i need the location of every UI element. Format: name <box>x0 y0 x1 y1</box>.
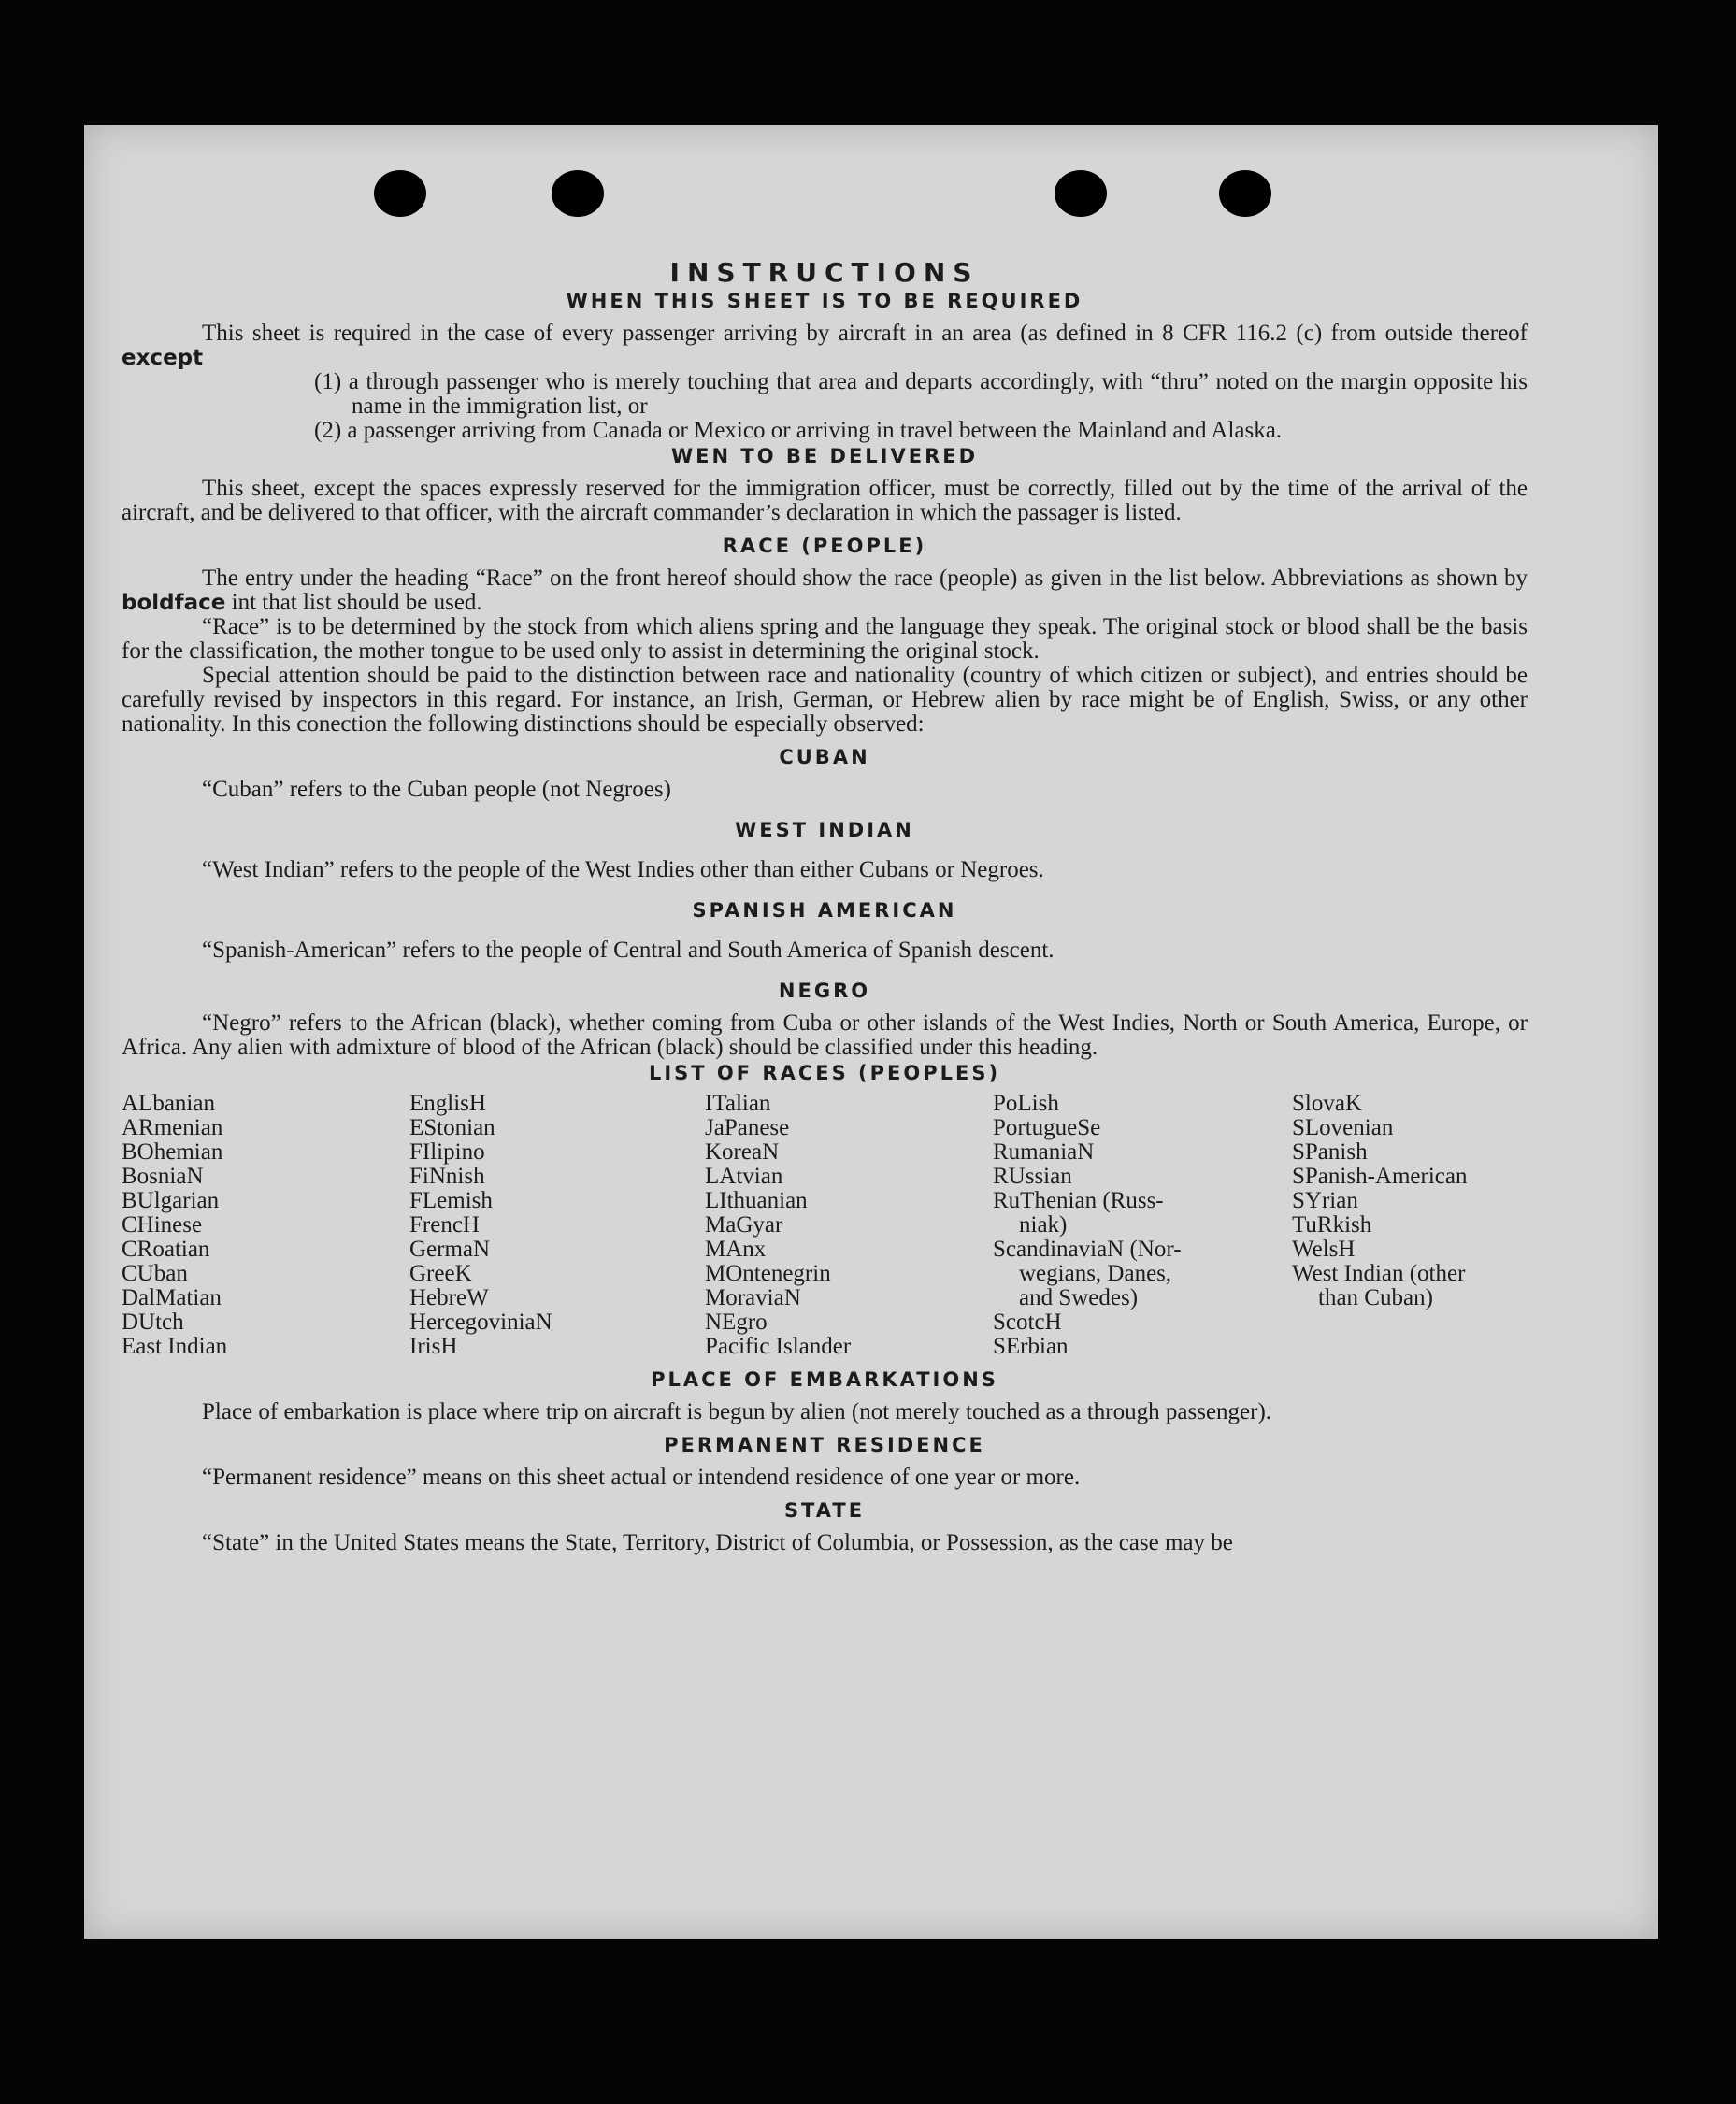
embarkation-heading: PLACE OF EMBARKATIONS <box>651 1368 998 1391</box>
race-item: CUban <box>122 1261 188 1286</box>
race-item: EStonian <box>409 1115 495 1140</box>
race-item: GreeK <box>409 1261 472 1286</box>
cuban-paragraph: “Cuban” refers to the Cuban people (not Negroes) <box>202 777 671 802</box>
race-item: BosniaN <box>122 1164 204 1189</box>
race-item: LAtvian <box>705 1164 783 1189</box>
race-p1-end: int that list should be used. <box>231 590 482 615</box>
required-item-1: (1) a through passenger who is merely touching that area and departs accordingly, with “thru” noted on the margin opposite his name in the immigration list, or <box>314 369 1528 419</box>
race-item: FiNnish <box>409 1164 485 1189</box>
punch-hole <box>1055 170 1107 217</box>
race-item: GermaN <box>409 1237 491 1262</box>
instructions-title: INSTRUCTIONS <box>669 257 980 288</box>
race-item: SlovaK <box>1292 1091 1362 1116</box>
race-item: PortugueSe <box>993 1115 1101 1140</box>
race-item: SPanish <box>1292 1139 1368 1165</box>
punch-hole <box>374 170 426 217</box>
race-item: SErbian <box>993 1334 1069 1359</box>
race-item: niak) <box>1019 1212 1068 1238</box>
race-item: KoreaN <box>705 1139 780 1165</box>
required-paragraph <box>122 322 1528 370</box>
race-item: HebreW <box>409 1285 489 1310</box>
race-item: than Cuban) <box>1318 1285 1433 1310</box>
race-item: WelsH <box>1292 1237 1356 1262</box>
race-item: ScandinaviaN (Nor- <box>993 1237 1182 1262</box>
race-item: FrencH <box>409 1212 480 1238</box>
races-column-3 <box>705 1092 993 1359</box>
required-intro: This sheet is required in the case of every passenger arriving by aircraft in an area (as defined in 8 CFR 116.2 (c) from outside thereof <box>202 321 1528 346</box>
residence-heading: PERMANENT RESIDENCE <box>664 1434 985 1456</box>
race-item: RuThenian (Russ- <box>993 1188 1164 1213</box>
race-item: RUssian <box>993 1164 1072 1189</box>
race-item: EnglisH <box>409 1091 486 1116</box>
race-item: PoLish <box>993 1091 1059 1116</box>
race-item: SPanish-American <box>1292 1164 1468 1189</box>
boldface-word: boldface <box>122 591 226 615</box>
residence-paragraph: “Permanent residence” means on this sheet actual or intendend residence of one year or more. <box>202 1465 1081 1490</box>
race-item: RumaniaN <box>993 1139 1095 1165</box>
race-item: HercegoviniaN <box>409 1310 552 1335</box>
embarkation-paragraph: Place of embarkation is place where trip on aircraft is begun by alien (not merely touched as a through passenger). <box>202 1399 1272 1424</box>
race-item: FLemish <box>409 1188 493 1213</box>
race-heading: RACE (PEOPLE) <box>722 535 927 557</box>
race-item: ScotcH <box>993 1310 1062 1335</box>
races-column-5 <box>1292 1092 1528 1359</box>
race-item: DUtch <box>122 1310 184 1335</box>
race-item: NEgro <box>705 1310 768 1335</box>
instructions-content <box>122 256 1528 1555</box>
race-paragraph-3: Special attention should be paid to the distinction between race and nationality (country of which citizen or subject), and entries should be carefully revised by inspectors in this regard. For instance, an Irish, German, or Hebrew alien by race might be of English, Swiss, or any other nationality. In this conection the following distinctions should be especially observed: <box>122 663 1528 737</box>
race-item: SYrian <box>1292 1188 1358 1213</box>
delivered-paragraph: This sheet, except the spaces expressly reserved for the immigration officer, must be correctly, filled out by the time of the arrival of the aircraft, and be delivered to that officer, with the aircraft commander’s declaration in which the passager is listed. <box>122 476 1528 525</box>
race-item: DalMatian <box>122 1285 222 1310</box>
document-sheet <box>84 125 1658 1939</box>
list-of-races-heading: LIST OF RACES (PEOPLES) <box>648 1062 1001 1084</box>
race-item: FIlipino <box>409 1139 485 1165</box>
when-delivered-heading: WEN TO BE DELIVERED <box>670 445 979 467</box>
race-item: SLovenian <box>1292 1115 1394 1140</box>
spanish-american-heading: SPANISH AMERICAN <box>692 899 957 922</box>
race-item: East Indian <box>122 1334 228 1359</box>
negro-paragraph: “Negro” refers to the African (black), whether coming from Cuba or other islands of the West Indies, North or South America, Europe, or Africa. Any alien with admixture of blood of the African (black) should be classified under this heading. <box>122 1010 1528 1060</box>
when-required-heading: WHEN THIS SHEET IS TO BE REQUIRED <box>566 290 1083 312</box>
race-paragraph-1 <box>122 566 1528 615</box>
state-paragraph: “State” in the United States means the State, Territory, District of Columbia, or Possession, as the case may be <box>202 1530 1233 1555</box>
race-item: wegians, Danes, <box>1019 1261 1172 1286</box>
race-item: CRoatian <box>122 1237 210 1262</box>
west-indian-heading: WEST INDIAN <box>735 819 914 841</box>
race-item: ITalian <box>705 1091 771 1116</box>
race-item: Pacific Islander <box>705 1334 852 1359</box>
race-item: MAnx <box>705 1237 767 1262</box>
races-column-2 <box>409 1092 705 1359</box>
race-item: MOntenegrin <box>705 1261 831 1286</box>
required-item-2: (2) a passenger arriving from Canada or Mexico or arriving in travel between the Mainland and Alaska. <box>314 418 1283 443</box>
race-item: IrisH <box>409 1334 458 1359</box>
state-heading: STATE <box>783 1499 866 1522</box>
race-paragraph-2: “Race” is to be determined by the stock from which aliens spring and the language they speak. The original stock or blood shall be the basis for the classification, the mother tongue to be used only to assist in determining the original stock. <box>122 614 1528 664</box>
spanish-american-paragraph: “Spanish-American” refers to the people of Central and South America of Spanish descent. <box>202 937 1055 963</box>
race-item: MaGyar <box>705 1212 783 1238</box>
race-item: ALbanian <box>122 1091 215 1116</box>
race-item: BUlgarian <box>122 1188 220 1213</box>
punch-hole <box>1219 170 1271 217</box>
races-column-4 <box>993 1092 1292 1359</box>
cuban-heading: CUBAN <box>779 746 870 768</box>
west-indian-paragraph: “West Indian” refers to the people of the West Indies other than either Cubans or Negroes. <box>202 857 1044 882</box>
race-p1-text: The entry under the heading “Race” on the front hereof should show the race (people) as given in the list below. Abbreviations as shown by <box>202 565 1528 591</box>
race-item: MoraviaN <box>705 1285 801 1310</box>
race-item: JaPanese <box>705 1115 790 1140</box>
races-list <box>122 1092 1528 1359</box>
race-item: BOhemian <box>122 1139 223 1165</box>
race-item: LIthuanian <box>705 1188 808 1213</box>
race-item: West Indian (other <box>1292 1261 1466 1286</box>
race-item: TuRkish <box>1292 1212 1372 1238</box>
race-item: ARmenian <box>122 1115 223 1140</box>
negro-heading: NEGRO <box>778 980 871 1002</box>
except-word: except <box>122 346 204 370</box>
punch-hole <box>552 170 604 217</box>
race-item: and Swedes) <box>1019 1285 1139 1310</box>
races-column-1 <box>122 1092 409 1359</box>
race-item: CHinese <box>122 1212 203 1238</box>
